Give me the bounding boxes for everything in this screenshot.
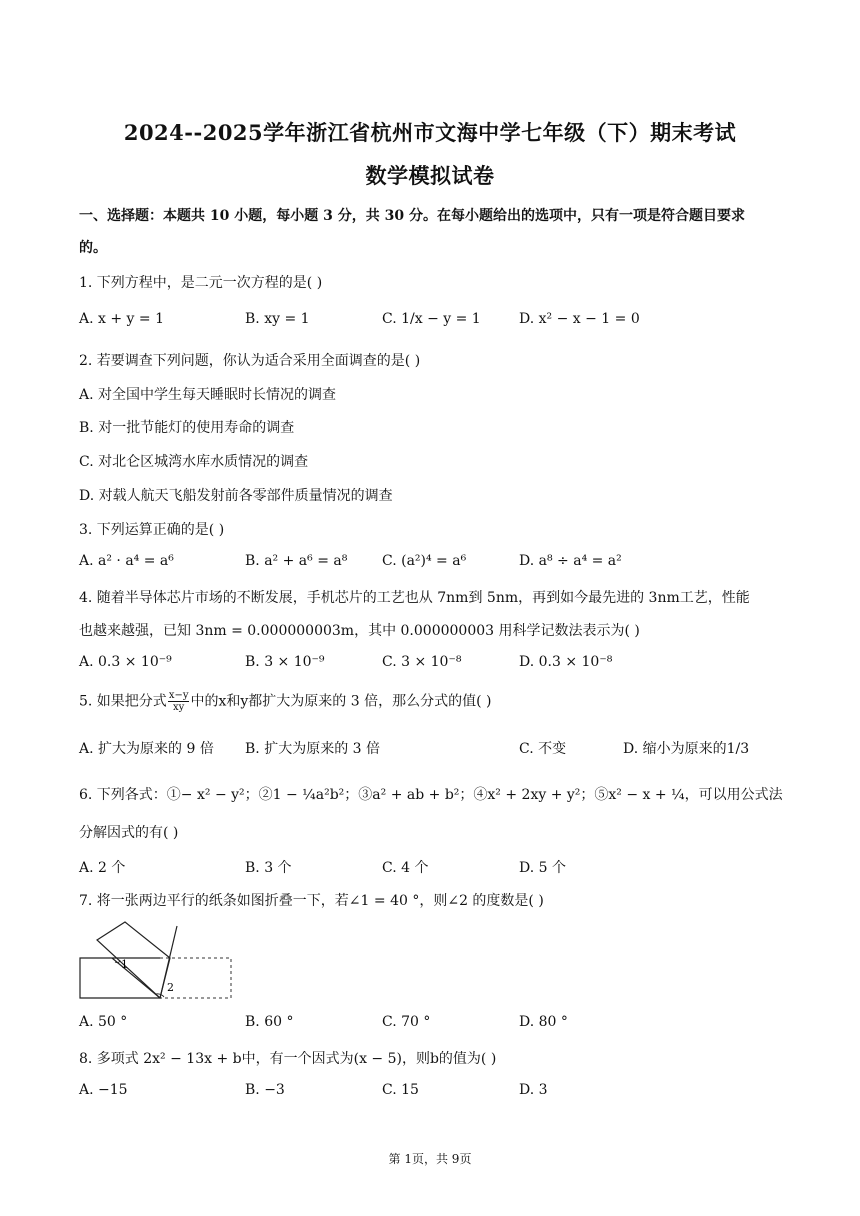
question-3-option-b: B. a² + a⁶ = a⁸	[245, 553, 348, 569]
question-3-option-c: C. (a²)⁴ = a⁶	[382, 553, 467, 569]
question-7-option-a: A. 50 °	[79, 1014, 128, 1030]
question-8-option-c: C. 15	[382, 1082, 419, 1098]
question-7-stem: 7. 将一张两边平行的纸条如图折叠一下，若∠1 = 40 °，则∠2 的度数是( )	[79, 893, 544, 909]
fraction-denominator: xy	[173, 702, 185, 713]
question-5-stem-pre: 5. 如果把分式	[79, 693, 167, 710]
question-3-stem: 3. 下列运算正确的是( )	[79, 522, 225, 538]
folded-strip-figure	[75, 918, 240, 1004]
question-5-stem	[79, 690, 491, 713]
page-footer: 第 1页，共 9页	[388, 1152, 472, 1166]
angle-1-label: 1	[121, 958, 128, 971]
question-5-option-a: A. 扩大为原来的 9 倍	[79, 741, 214, 757]
question-2-option-d: D. 对载人航天飞船发射前各零部件质量情况的调查	[79, 488, 393, 504]
exam-title: 2024--2025学年浙江省杭州市文海中学七年级（下）期末考试	[123, 120, 737, 145]
question-8-option-a: A. −15	[79, 1082, 128, 1098]
question-7-option-c: C. 70 °	[382, 1014, 431, 1030]
question-4-option-d: D. 0.3 × 10⁻⁸	[519, 654, 613, 670]
fraction	[168, 690, 190, 713]
question-8-option-b: B. −3	[245, 1082, 285, 1098]
question-6-option-c: C. 4 个	[382, 860, 429, 876]
question-4-stem: 4. 随着半导体芯片市场的不断发展，手机芯片的工艺也从 7nm到 5nm，再到如今最先进的 3nm工艺，性能	[79, 590, 750, 606]
question-2-option-a: A. 对全国中学生每天睡眠时长情况的调查	[79, 387, 337, 403]
question-7-option-b: B. 60 °	[245, 1014, 294, 1030]
question-1-option-c: C. 1/x − y = 1	[382, 311, 481, 327]
angle-2-label: 2	[167, 981, 174, 994]
question-1-option-d: D. x² − x − 1 = 0	[519, 311, 640, 327]
question-4-option-b: B. 3 × 10⁻⁹	[245, 654, 325, 670]
question-5-option-c: C. 不变	[519, 741, 567, 757]
section-heading-cont: 的。	[79, 240, 107, 256]
question-5-option-d: D. 缩小为原来的1/3	[623, 741, 750, 757]
question-1-option-a: A. x + y = 1	[79, 311, 164, 327]
question-4-option-a: A. 0.3 × 10⁻⁹	[79, 654, 172, 670]
question-4-option-c: C. 3 × 10⁻⁸	[382, 654, 462, 670]
question-2-stem: 2. 若要调查下列问题，你认为适合采用全面调查的是( )	[79, 353, 421, 369]
exam-subtitle: 数学模拟试卷	[365, 163, 495, 188]
question-6-option-a: A. 2 个	[79, 860, 126, 876]
question-8-option-d: D. 3	[519, 1082, 548, 1098]
question-5-option-b: B. 扩大为原来的 3 倍	[245, 741, 380, 757]
question-6-option-b: B. 3 个	[245, 860, 292, 876]
question-3-option-d: D. a⁸ ÷ a⁴ = a²	[519, 553, 622, 569]
question-1-stem: 1. 下列方程中，是二元一次方程的是( )	[79, 275, 323, 291]
section-heading: 一、选择题：本题共 10 小题，每小题 3 分，共 30 分。在每小题给出的选项中，只有一项是符合题目要求	[79, 208, 745, 224]
question-5-stem-post: 中的x和y都扩大为原来的 3 倍，那么分式的值( )	[190, 693, 492, 710]
question-2-option-b: B. 对一批节能灯的使用寿命的调查	[79, 420, 295, 436]
question-7-option-d: D. 80 °	[519, 1014, 568, 1030]
question-6-option-d: D. 5 个	[519, 860, 566, 876]
question-1-option-b: B. xy = 1	[245, 311, 310, 327]
question-2-option-c: C. 对北仑区城湾水库水质情况的调查	[79, 454, 309, 470]
question-4-stem-cont: 也越来越强，已知 3nm = 0.000000003m，其中 0.000000003 用科学记数法表示为( )	[79, 623, 640, 639]
question-3-option-a: A. a² · a⁴ = a⁶	[79, 553, 174, 569]
question-8-stem: 8. 多项式 2x² − 13x + b中，有一个因式为(x − 5)，则b的值为( )	[79, 1051, 497, 1067]
fraction-numerator: x−y	[168, 690, 189, 701]
question-6-stem: 6. 下列各式：①− x² − y²；②1 − ¼a²b²；③a² + ab + b²；④x² + 2xy + y²；⑤x² − x + ¼，可以用公式法	[79, 787, 783, 803]
question-6-stem-cont: 分解因式的有( )	[79, 825, 179, 841]
